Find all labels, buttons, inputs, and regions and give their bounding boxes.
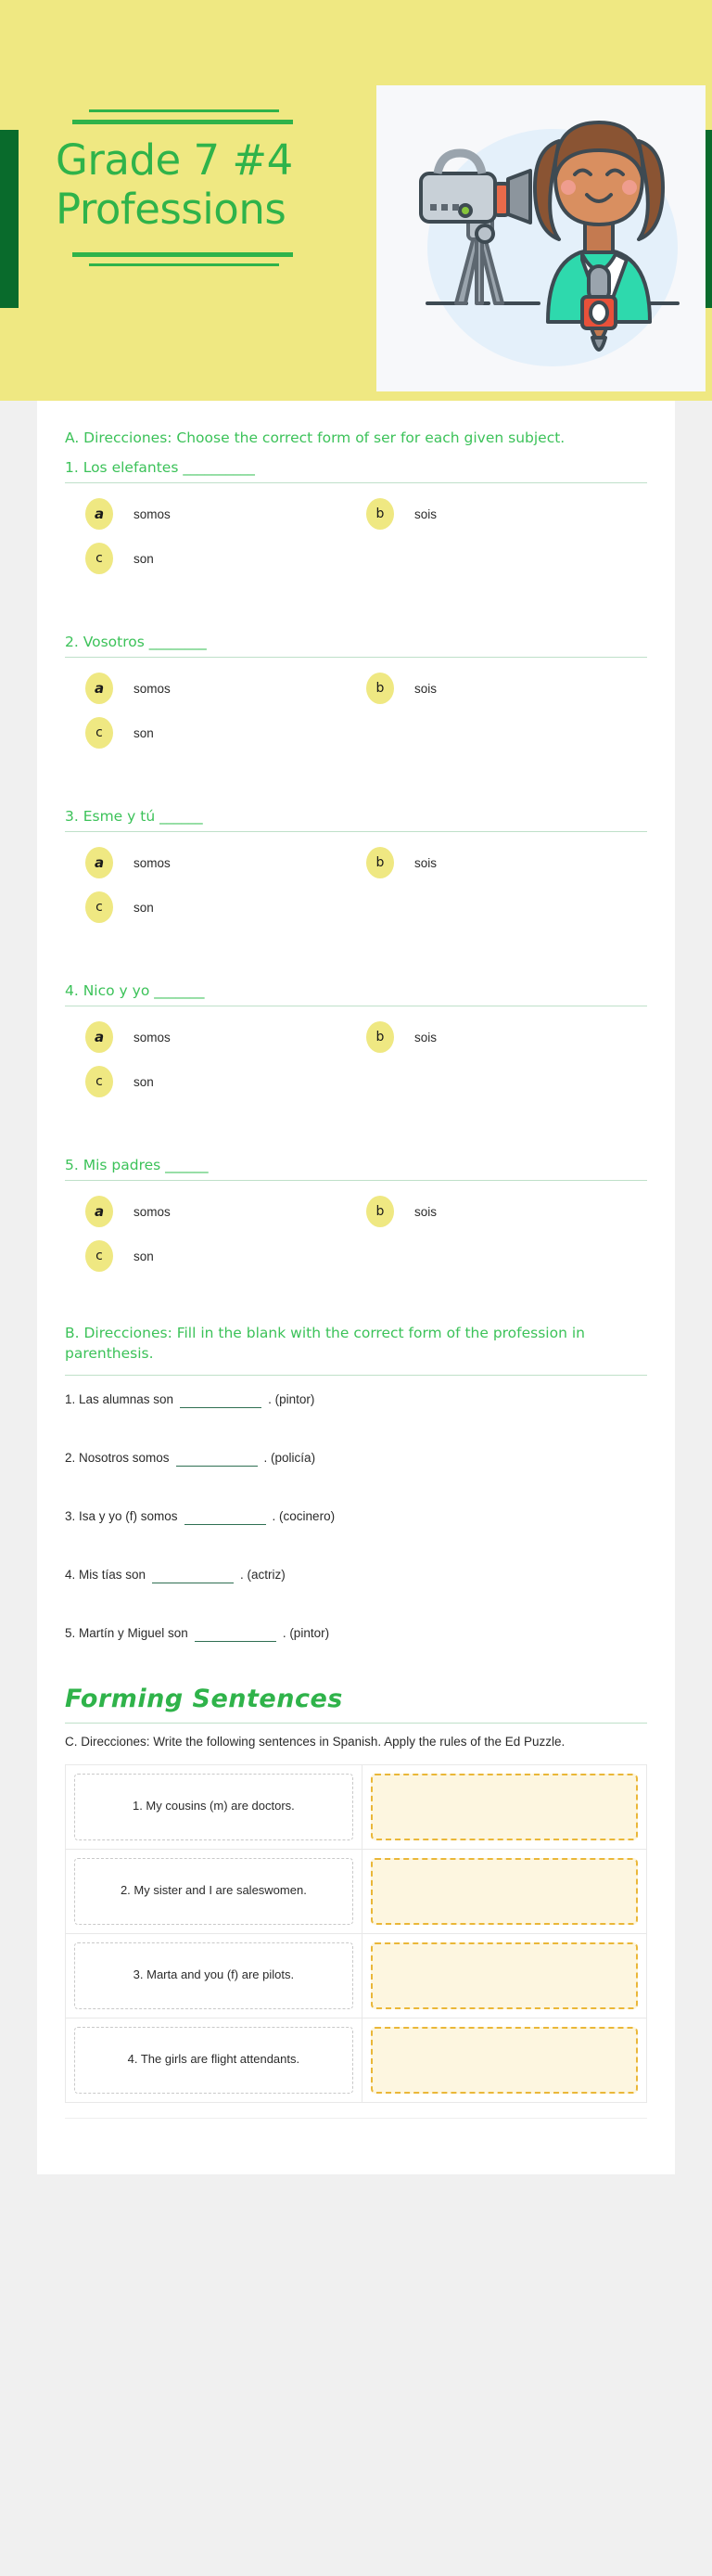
- table-cell-prompt: [66, 1849, 362, 1933]
- option-c[interactable]: [85, 1066, 647, 1097]
- title-rule-bottom-thick: [72, 252, 293, 257]
- option-a[interactable]: [85, 673, 366, 704]
- option-c[interactable]: [85, 891, 647, 923]
- option-key-bubble: b: [366, 1021, 394, 1053]
- option-label: sois: [414, 681, 438, 696]
- table-cell-prompt: [66, 1933, 362, 2018]
- option-label: somos: [134, 855, 171, 870]
- option-c[interactable]: [85, 717, 647, 749]
- option-key-bubble: c: [85, 1066, 113, 1097]
- answer-options: [65, 1181, 647, 1285]
- fill-blank-prefix: 5. Martín y Miguel son: [65, 1626, 188, 1641]
- answer-options: [65, 832, 647, 936]
- option-key-bubble: b: [366, 847, 394, 878]
- forming-sentences-rule: [65, 1723, 647, 1724]
- fill-blank-suffix: . (actriz): [240, 1568, 286, 1583]
- sentence-answer-input[interactable]: [371, 2027, 638, 2094]
- answer-options: [65, 1006, 647, 1110]
- option-key-bubble: b: [366, 1196, 394, 1227]
- spacer: [65, 942, 647, 982]
- fill-blank-prefix: 4. Mis tías son: [65, 1568, 146, 1583]
- question-a-1: [65, 459, 647, 587]
- table-row: [66, 1933, 647, 2018]
- fill-blank-prefix: 2. Nosotros somos: [65, 1451, 170, 1466]
- sentence-prompt: 1. My cousins (m) are doctors.: [74, 1774, 353, 1840]
- fill-blank-item-3: [65, 1509, 647, 1523]
- table-cell-answer: [362, 1849, 646, 1933]
- question-prompt: 4. Nico y yo _______: [65, 982, 205, 1000]
- fill-blank-item-2: [65, 1451, 647, 1465]
- option-b[interactable]: [366, 1021, 647, 1053]
- fill-blank-suffix: . (pintor): [268, 1392, 315, 1407]
- option-label: son: [134, 551, 154, 566]
- option-b[interactable]: [366, 847, 647, 878]
- table-cell-prompt: [66, 1764, 362, 1849]
- option-b[interactable]: [366, 1196, 647, 1227]
- sentence-prompt: 3. Marta and you (f) are pilots.: [74, 1942, 353, 2009]
- fill-blank-input[interactable]: [195, 1641, 276, 1642]
- option-label: son: [134, 1074, 154, 1089]
- worksheet-content-card: [37, 401, 675, 2174]
- translation-table: [65, 1764, 647, 2103]
- option-label: son: [134, 725, 154, 740]
- question-prompt: 1. Los elefantes __________: [65, 459, 255, 477]
- option-label: somos: [134, 1204, 171, 1219]
- option-key-bubble: a: [85, 498, 113, 530]
- section-b-directions: B. Direcciones: Fill in the blank with the correct form of the profession in parenthesis.: [65, 1325, 585, 1362]
- question-a-4: [65, 982, 647, 1110]
- table-row: [66, 1849, 647, 1933]
- forming-sentences-heading: Forming Sentences: [65, 1685, 343, 1714]
- fill-blank-prefix: 1. Las alumnas son: [65, 1392, 174, 1407]
- option-key-bubble: a: [85, 1196, 113, 1227]
- table-row: [66, 2018, 647, 2102]
- section-c-directions: C. Direcciones: Write the following sentences in Spanish. Apply the rules of the Ed Puzzle.: [65, 1735, 566, 1749]
- sentence-answer-input[interactable]: [371, 1942, 638, 2009]
- option-key-bubble: a: [85, 1021, 113, 1053]
- option-key-bubble: c: [85, 1240, 113, 1272]
- option-key-bubble: c: [85, 543, 113, 574]
- option-a[interactable]: [85, 1021, 366, 1053]
- sentence-answer-input[interactable]: [371, 1858, 638, 1925]
- table-cell-answer: [362, 2018, 646, 2102]
- title-rule-bottom-thin: [89, 263, 279, 266]
- spacer: [65, 593, 647, 634]
- question-prompt: 2. Vosotros ________: [65, 634, 207, 651]
- answer-options: [65, 658, 647, 762]
- header-banner: [0, 0, 712, 401]
- fill-blank-suffix: . (pintor): [282, 1626, 330, 1641]
- option-label: somos: [134, 681, 171, 696]
- table-cell-prompt: [66, 2018, 362, 2102]
- spacer: [65, 1116, 647, 1157]
- option-a[interactable]: [85, 1196, 366, 1227]
- section-b-separator: [65, 1375, 647, 1376]
- reporter-illustration: [376, 85, 706, 391]
- fill-blank-input[interactable]: [180, 1407, 261, 1408]
- fill-blank-suffix: . (policía): [263, 1451, 316, 1466]
- fill-blank-prefix: 3. Isa y yo (f) somos: [65, 1509, 178, 1524]
- option-c[interactable]: [85, 1240, 647, 1272]
- fill-blank-input[interactable]: [184, 1524, 266, 1525]
- option-b[interactable]: [366, 673, 647, 704]
- bottom-rule: [65, 2118, 647, 2119]
- option-label: somos: [134, 1030, 171, 1044]
- option-key-bubble: b: [366, 498, 394, 530]
- question-prompt: 5. Mis padres ______: [65, 1157, 209, 1174]
- sentence-prompt: 4. The girls are flight attendants.: [74, 2027, 353, 2094]
- option-c[interactable]: [85, 543, 647, 574]
- option-key-bubble: c: [85, 717, 113, 749]
- sentence-prompt: 2. My sister and I are saleswomen.: [74, 1858, 353, 1925]
- option-label: sois: [414, 855, 438, 870]
- page-title-line2: Professions: [56, 185, 286, 235]
- fill-blank-input[interactable]: [176, 1466, 258, 1467]
- spacer: [65, 767, 647, 808]
- fill-blank-item-4: [65, 1568, 647, 1582]
- question-prompt: 3. Esme y tú ______: [65, 808, 203, 826]
- banner-accent-bar-left: [0, 130, 19, 308]
- option-label: sois: [414, 506, 438, 521]
- option-a[interactable]: [85, 847, 366, 878]
- option-label: sois: [414, 1204, 438, 1219]
- option-a[interactable]: [85, 498, 366, 530]
- option-label: son: [134, 900, 154, 915]
- title-block: [52, 109, 330, 266]
- option-key-bubble: c: [85, 891, 113, 923]
- table-cell-answer: [362, 1764, 646, 1849]
- option-label: somos: [134, 506, 171, 521]
- fill-blank-item-5: [65, 1626, 647, 1640]
- sentence-answer-input[interactable]: [371, 1774, 638, 1840]
- table-row: [66, 1764, 647, 1849]
- section-a-directions: A. Direcciones: Choose the correct form of ser for each given subject.: [65, 429, 566, 446]
- option-key-bubble: b: [366, 673, 394, 704]
- page-title-line1: Grade 7 #4: [56, 135, 293, 185]
- fill-blank-item-1: [65, 1392, 647, 1406]
- table-cell-answer: [362, 1933, 646, 2018]
- fill-blank-suffix: . (cocinero): [272, 1509, 336, 1524]
- option-label: son: [134, 1249, 154, 1263]
- title-rule-top-thin: [89, 109, 279, 112]
- question-a-5: [65, 1157, 647, 1285]
- option-key-bubble: a: [85, 847, 113, 878]
- option-b[interactable]: [366, 498, 647, 530]
- question-a-2: [65, 634, 647, 762]
- page-title: [52, 124, 330, 239]
- answer-options: [65, 483, 647, 587]
- question-a-3: [65, 808, 647, 936]
- option-label: sois: [414, 1030, 438, 1044]
- spacer: [65, 1290, 647, 1324]
- option-key-bubble: a: [85, 673, 113, 704]
